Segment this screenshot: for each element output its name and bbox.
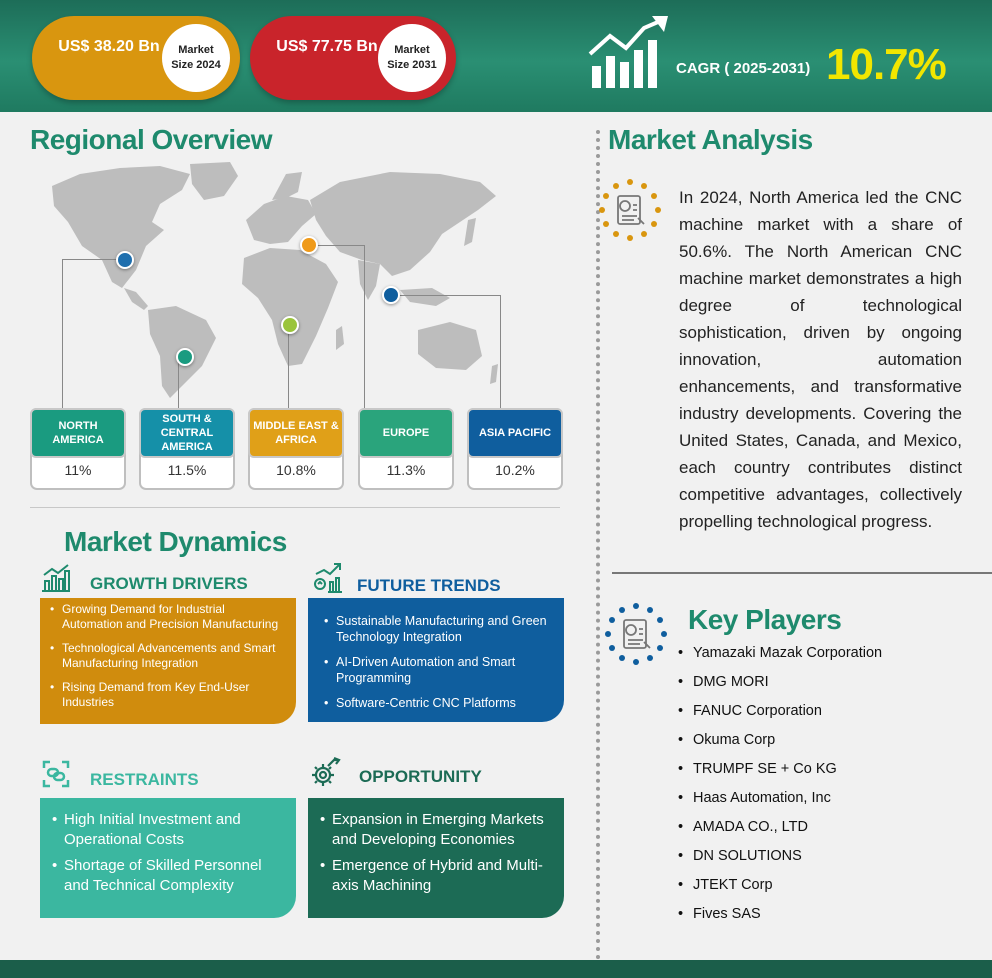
north-america-pin <box>116 251 134 269</box>
europe-pin <box>300 236 318 254</box>
list-item: • Expansion in Emerging Markets and Developing Economies <box>318 810 556 850</box>
asia-pacific-pin <box>382 286 400 304</box>
section-divider <box>30 507 560 508</box>
market-size-2024-label <box>162 24 230 92</box>
list-item: • Software-Centric CNC Platforms <box>322 695 554 711</box>
restraints-title: RESTRAINTS <box>90 770 199 789</box>
region-name: NORTH AMERICA <box>30 408 126 458</box>
list-item: • FANUC Corporation <box>678 700 882 729</box>
list-item: • Haas Automation, Inc <box>678 787 882 816</box>
header-banner <box>0 0 992 112</box>
opportunity-title: OPPORTUNITY <box>359 767 482 786</box>
market-analysis-text: In 2024, North America led the CNC machine market with a share of 50.6%. The North American CNC machine market demonstrates a high degree of technological sophistication, driven by ongoing innovation, automation enhancements, and transformative industry developments. Covering the United States, Canada, and Mexico, each country contributes distinct competitive advantages, collectively propelling technological progress. <box>679 188 962 531</box>
mea-connector <box>288 325 289 409</box>
market-size-2024-value: US$ 38.20 Bn <box>58 38 160 55</box>
list-item: • High Initial Investment and Operational Costs <box>50 810 286 850</box>
region-card-north-america <box>30 408 126 490</box>
growth-drivers-box <box>40 598 296 724</box>
cagr-value: 10.7% <box>826 40 946 89</box>
list-item: • AI-Driven Automation and Smart Programming <box>322 654 554 686</box>
opportunity-list <box>308 798 564 896</box>
opportunity-box <box>308 798 564 918</box>
list-item: • Shortage of Skilled Personnel and Technical Complexity <box>50 856 286 896</box>
column-divider <box>596 130 600 960</box>
future-trends-list <box>308 598 564 711</box>
opportunity-gear-icon <box>308 756 342 790</box>
market-dynamics-title: Market Dynamics <box>64 526 287 557</box>
region-card-middle-east-africa <box>248 408 344 490</box>
market-size-2024-label-line1: Market <box>178 44 214 56</box>
list-item: • Sustainable Manufacturing and Green Technology Integration <box>322 613 554 645</box>
restraints-box <box>40 798 296 918</box>
growth-drivers-icon <box>40 563 72 593</box>
list-item: • Okuma Corp <box>678 729 882 758</box>
regional-overview-title: Regional Overview <box>30 124 273 155</box>
list-item: • TRUMPF SE + Co KG <box>678 758 882 787</box>
list-item: • Growing Demand for Industrial Automation and Precision Manufacturing <box>48 602 288 632</box>
list-item: • Fives SAS <box>678 903 882 932</box>
growth-chart-icon <box>586 14 676 92</box>
growth-drivers-list <box>40 598 296 710</box>
market-analysis-title: Market Analysis <box>608 124 813 155</box>
analysis-divider <box>612 572 992 574</box>
list-item: • AMADA CO., LTD <box>678 816 882 845</box>
region-name: EUROPE <box>358 408 454 458</box>
key-players-icon <box>604 602 668 666</box>
south-america-connector <box>178 357 179 409</box>
list-item: • Yamazaki Mazak Corporation <box>678 642 882 671</box>
asia-pacific-connector <box>392 295 501 410</box>
cagr-label: CAGR ( 2025-2031) <box>676 60 811 77</box>
region-card-asia-pacific <box>467 408 563 490</box>
region-name: ASIA PACIFIC <box>467 408 563 458</box>
market-size-2024-label-line2: Size 2024 <box>171 59 221 71</box>
future-trends-box <box>308 598 564 722</box>
region-cagr-value: 11% <box>64 462 92 478</box>
region-name: MIDDLE EAST & AFRICA <box>248 408 344 458</box>
market-size-2031-label <box>378 24 446 92</box>
list-item: • Rising Demand from Key End-User Industries <box>48 680 288 710</box>
footer-bar <box>0 960 992 978</box>
region-name: SOUTH & CENTRAL AMERICA <box>139 408 235 458</box>
restraints-list <box>40 798 296 896</box>
future-trends-title: FUTURE TRENDS <box>357 576 501 595</box>
europe-connector <box>316 245 365 410</box>
region-cagr-value: 10.8% <box>276 462 316 478</box>
region-cagr-value: 10.2% <box>495 462 535 478</box>
future-trends-icon <box>312 562 344 594</box>
list-item: • DMG MORI <box>678 671 882 700</box>
region-card-europe <box>358 408 454 490</box>
market-size-2031-label-line2: Size 2031 <box>387 59 437 71</box>
region-cagr-value: 11.5% <box>167 462 207 478</box>
market-size-2031-label-line1: Market <box>394 44 430 56</box>
market-size-2024-pill <box>32 16 240 100</box>
region-card-south-central-america <box>139 408 235 490</box>
north-america-connector <box>62 259 125 410</box>
market-size-2031-pill <box>250 16 456 100</box>
key-players-list <box>678 642 882 932</box>
list-item: • JTEKT Corp <box>678 874 882 903</box>
list-item: • DN SOLUTIONS <box>678 845 882 874</box>
south-america-pin <box>176 348 194 366</box>
key-players-title: Key Players <box>688 604 842 635</box>
list-item: • Emergence of Hybrid and Multi-axis Machining <box>318 856 556 896</box>
mea-pin <box>281 316 299 334</box>
restraints-chain-icon <box>40 758 72 790</box>
market-size-2031-value: US$ 77.75 Bn <box>276 38 378 55</box>
region-cagr-value: 11.3% <box>386 462 426 478</box>
growth-drivers-title: GROWTH DRIVERS <box>90 574 248 593</box>
analysis-report-icon <box>598 178 662 242</box>
list-item: • Technological Advancements and Smart Manufacturing Integration <box>48 641 288 671</box>
